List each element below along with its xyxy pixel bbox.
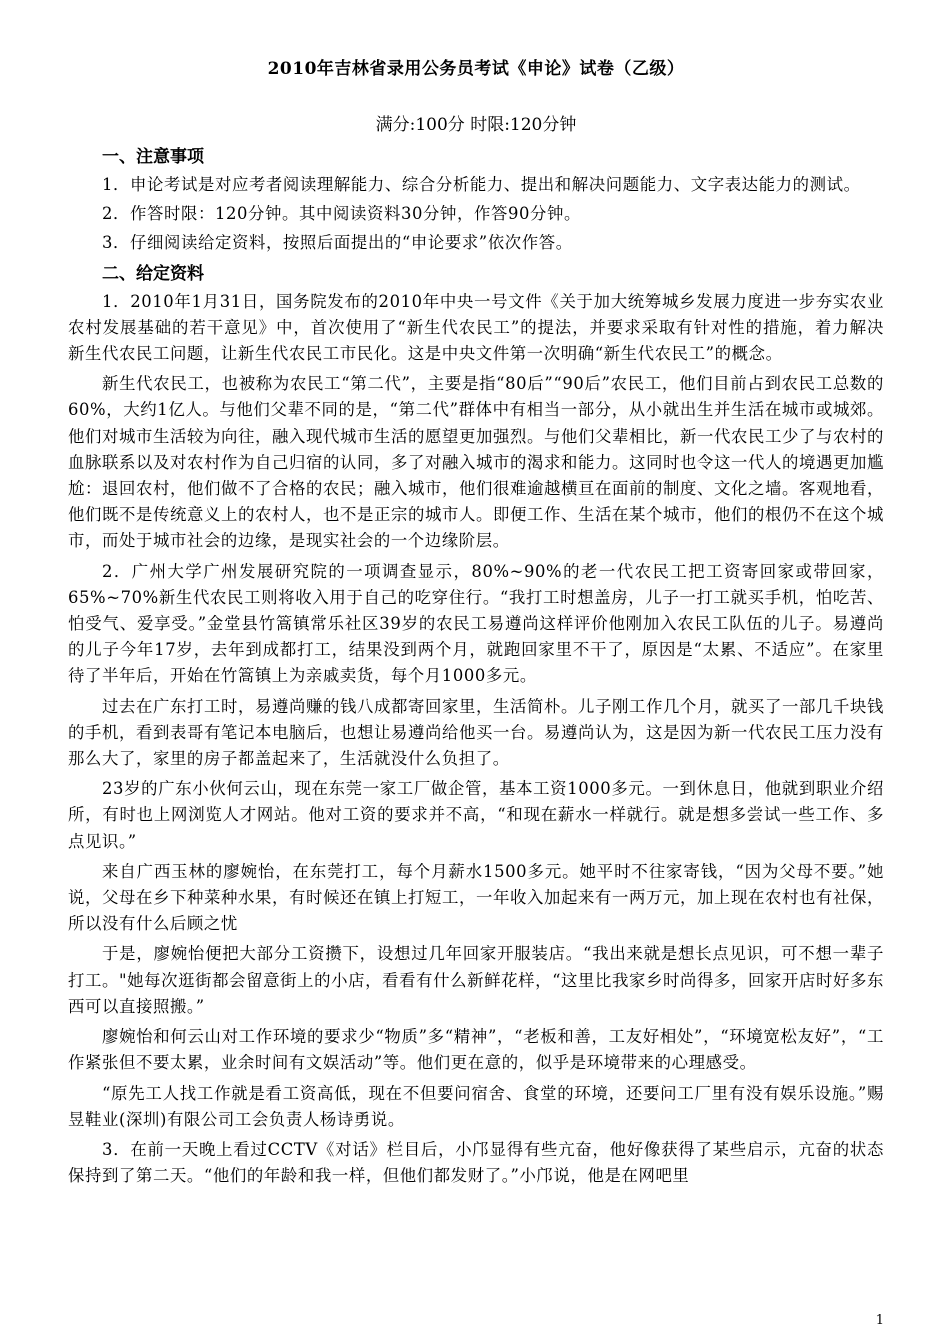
material-paragraph: 过去在广东打工时，易遵尚赚的钱八成都寄回家里，生活简朴。儿子刚工作几个月，就买了一部几千块钱的手机，看到表哥有笔记本电脑后，也想让易遵尚给他买一台。易遵尚认为，这是因为新一代农民工压力没有那么大了，家里的房子都盖起来了，生活就没什么负担了。 — [68, 696, 884, 769]
document-title: 2010年吉林省录用公务员考试《申论》试卷（乙级） — [267, 59, 685, 79]
material-paragraph: 廖婉怡和何云山对工作环境的要求少“物质”多“精神”，“老板和善，工友好相处”，“环境宽松友好”，“工作紧张但不要太累，业余时间有文娱活动”等。他们更在意的，似乎是环境带来的心理感受。 — [68, 1027, 884, 1073]
document-page — [68, 56, 884, 1193]
material-paragraph: 1．2010年1月31日，国务院发布的2010年中央一号文件《关于加大统筹城乡发展力度进一步夯实农业农村发展基础的若干意见》中，首次使用了“新生代农民工”的提法，并要求采取有针对性的措施，着力解决新生代农民工问题，让新生代农民工市民化。这是中央文件第一次明确“新生代农民工”的概念。 — [68, 291, 884, 364]
material-paragraph: 于是，廖婉怡便把大部分工资攒下，设想过几年回家开服装店。“我出来就是想长点见识，可不想一辈子打工。"她每次逛街都会留意街上的小店，看看有什么新鲜花样，“这里比我家乡时尚得多，回家开店时好多东西可以直接照搬。” — [68, 944, 884, 1016]
material-paragraph: 3．在前一天晚上看过CCTV《对话》栏目后，小邝显得有些亢奋，他好像获得了某些启示，亢奋的状态保持到了第二天。“他们的年龄和我一样，但他们都发财了。”小邝说，他是在网吧里 — [68, 1139, 884, 1186]
material-paragraph: 23岁的广东小伙何云山，现在东莞一家工厂做企管，基本工资1000多元。一到休息日，他就到职业介绍所，有时也上网浏览人才网站。他对工资的要求并不高，“和现在薪水一样就行。就是想多尝试一些工作、多点见识。” — [68, 779, 884, 851]
material-paragraph: 新生代农民工，也被称为农民工“第二代”，主要是指“80后”“90后”农民工，他们目前占到农民工总数的60%，大约1亿人。与他们父辈不同的是，“第二代”群体中有相当一部分，从小就出生并生活在城市或城郊。他们对城市生活较为向往，融入现代城市生活的愿望更加强烈。与他们父辈相比，新一代农民工少了与农村的血脉联系以及对农村作为自己归宿的认同，多了对融入城市的渴求和能力。这同时也令这一代人的境遇更加尴尬：退回农村，他们做不了合格的农民；融入城市，他们很难逾越横亘在面前的制度、文化之墙。客观地看，他们既不是传统意义上的农村人，也不是正宗的城市人。即便工作、生活在某个城市，他们的根仍不在这个城市，而处于城市社会的边缘，是现实社会的一个边缘阶层。 — [68, 374, 884, 551]
material-paragraph: 2．广州大学广州发展研究院的一项调查显示，80%~90%的老一代农民工把工资寄回家或带回家，65%~70%新生代农民工则将收入用于自己的吃穿住行。“我打工时想盖房，儿子一打工就买手机，怕吃苦、怕受气、爱享受。”金堂县竹篙镇常乐社区39岁的农民工易遵尚这样评价他刚加入农民工队伍的儿子。易遵尚的儿子今年17岁，去年到成都打工，结果没到两个月，就跑回家里不干了，原因是“太累、不适应”。在家里待了半年后，开始在竹篙镇上为亲戚卖货，每个月1000多元。 — [68, 561, 884, 686]
notes-paragraph: 3．仔细阅读给定资料，按照后面提出的“申论要求”依次作答。 — [102, 233, 573, 253]
material-paragraph: 来自广西玉林的廖婉怡，在东莞打工，每个月薪水1500多元。她平时不往家寄钱，“因为父母不要。”她说，父母在乡下种菜种水果，有时候还在镇上打短工，一年收入加起来有一两万元，加上现在农村也有社保，所以没有什么后顾之忧 — [68, 861, 884, 934]
material-paragraph: “原先工人找工作就是看工资高低，现在不但要问宿舍、食堂的环境，还要问工厂里有没有娱乐设施。”赐昱鞋业(深圳)有限公司工会负责人杨诗勇说。 — [68, 1083, 884, 1129]
notes-paragraph: 1．申论考试是对应考者阅读理解能力、综合分析能力、提出和解决问题能力、文字表达能力的测试。 — [102, 175, 861, 194]
section-heading-notes: 一、注意事项 — [102, 147, 204, 167]
notes-paragraph: 2．作答时限：120分钟。其中阅读资料30分钟，作答90分钟。 — [102, 204, 582, 224]
section-heading-materials: 二、给定资料 — [102, 263, 204, 284]
score-time-info: 满分:100分 时限:120分钟 — [375, 115, 577, 135]
page-number: 1 — [875, 1313, 884, 1328]
